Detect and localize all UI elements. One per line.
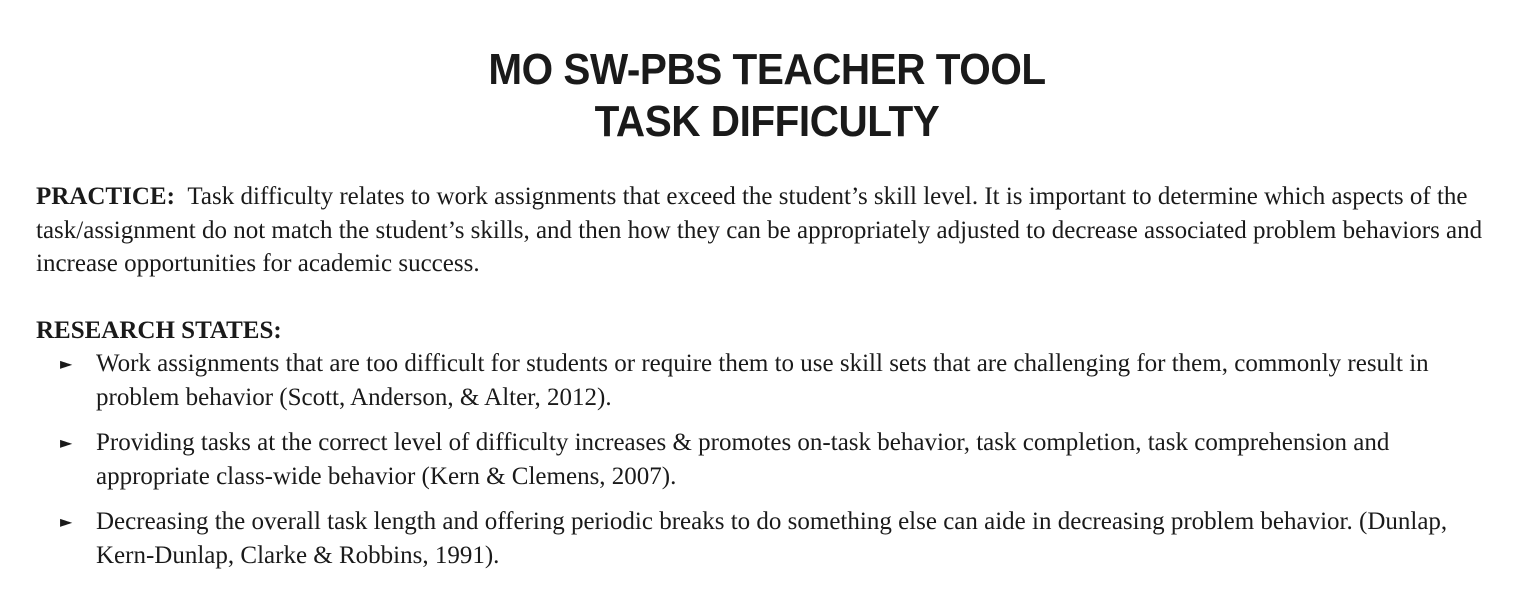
research-list — [60, 347, 1500, 584]
page-title — [61, 44, 1472, 148]
list-item-text: Decreasing the overall task length and offering periodic breaks to do something else can aide in decreasing problem behavior. (Dunlap, Kern-Dunlap, Clarke & Robbins, 1991). — [96, 508, 1448, 569]
list-item — [60, 426, 1500, 493]
list-item — [60, 347, 1500, 414]
research-heading: RESEARCH STATES: — [36, 317, 282, 344]
bullet-arrow-icon: ► — [60, 433, 73, 452]
list-item — [60, 505, 1500, 572]
practice-text: Task difficulty relates to work assignments that exceed the student’s skill level. It is important to determine which aspects of the task/assignment do not match the student’s skills, and then how they can be appropriately adjusted to decrease associated problem behaviors and increase opportunities for academic success. — [36, 183, 1483, 277]
title-line-2: TASK DIFFICULTY — [594, 97, 940, 146]
bullet-arrow-icon: ► — [60, 354, 73, 373]
list-item-text: Work assignments that are too difficult for students or require them to use skill sets that are challenging for them, commonly result in problem behavior (Scott, Anderson, & Alter, 2012). — [96, 350, 1429, 411]
list-item-text: Providing tasks at the correct level of difficulty increases & promotes on-task behavior, task completion, task comprehension and appropriate class-wide behavior (Kern & Clemens, 2007). — [96, 429, 1390, 490]
practice-paragraph — [36, 180, 1506, 281]
bullet-arrow-icon: ► — [60, 512, 73, 531]
practice-label: PRACTICE: — [36, 183, 175, 210]
title-line-1: MO SW-PBS TEACHER TOOL — [488, 45, 1046, 94]
